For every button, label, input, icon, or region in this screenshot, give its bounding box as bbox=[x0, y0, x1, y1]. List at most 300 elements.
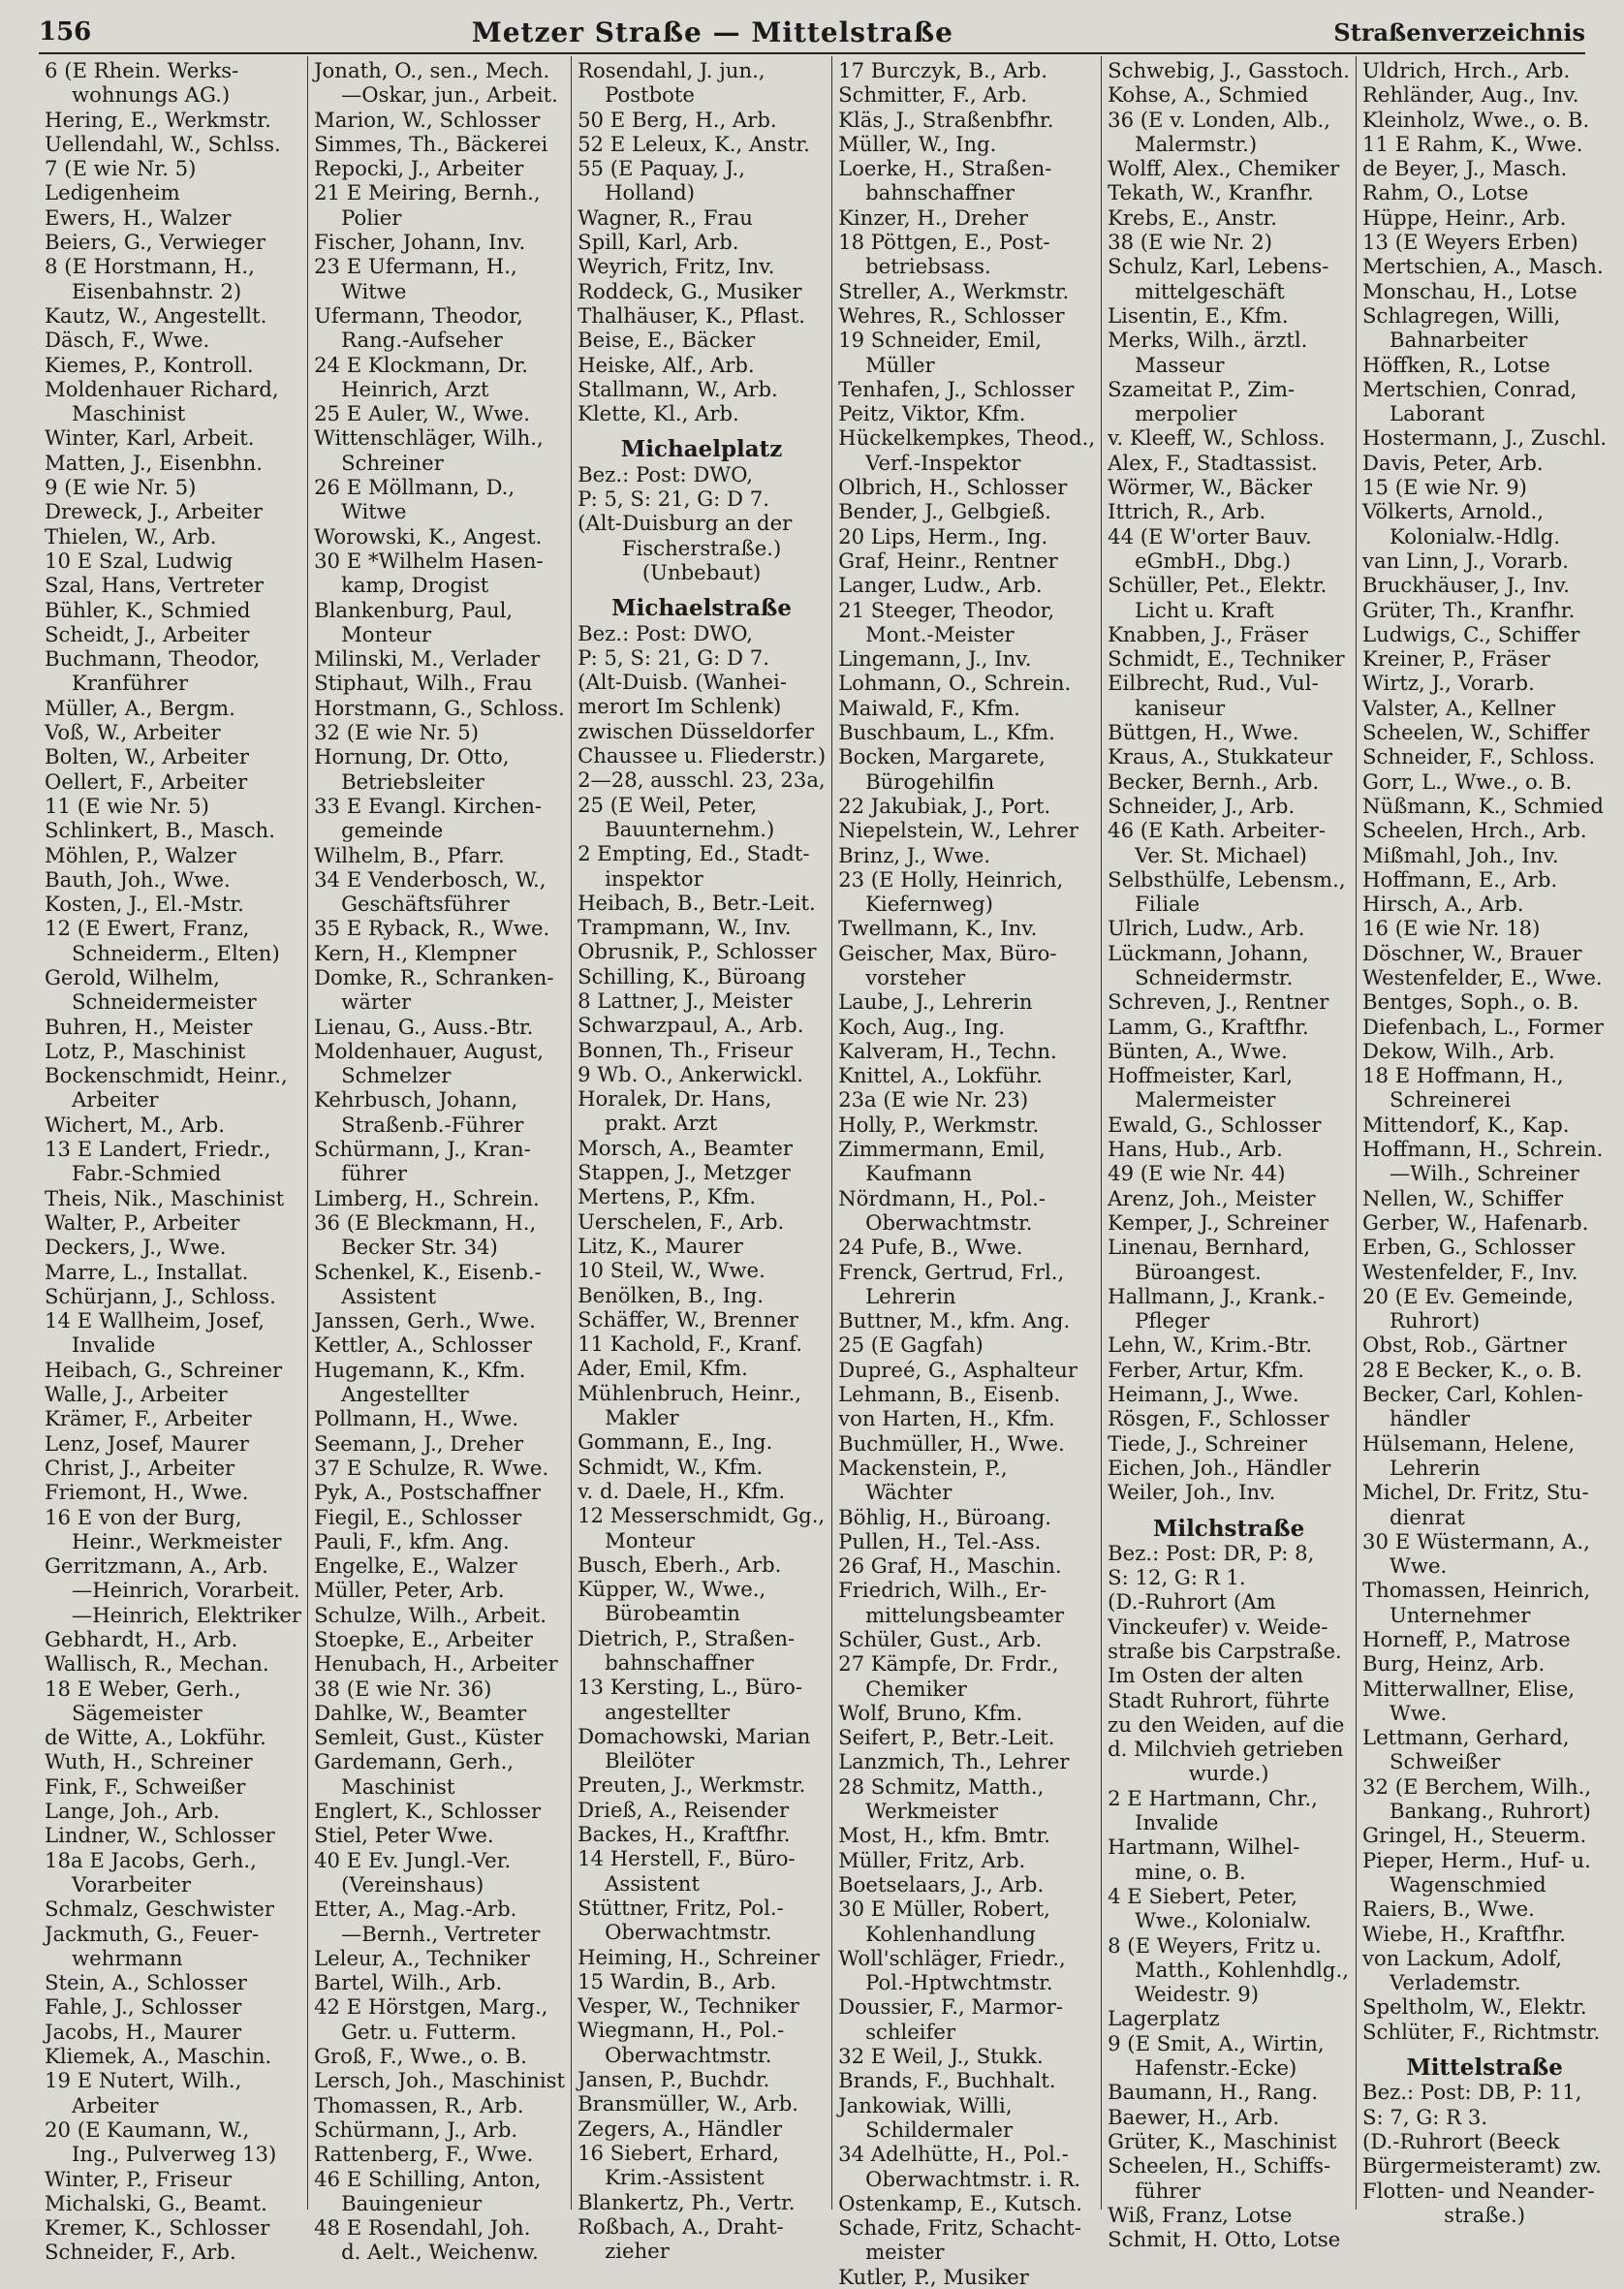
directory-line: Mißmahl, Joh., Inv. bbox=[1362, 842, 1559, 867]
directory-line: zwischen Düsseldorfer bbox=[578, 718, 815, 743]
directory-line: Theis, Nik., Maschinist bbox=[45, 1185, 285, 1210]
directory-line: Fiegil, E., Schlosser bbox=[314, 1504, 522, 1529]
directory-line: Fischer, Johann, Inv. bbox=[314, 230, 526, 255]
directory-line: v. Kleeff, W., Schloss. bbox=[1108, 425, 1326, 451]
directory-line: 13 E Landert, Friedr., bbox=[45, 1137, 271, 1162]
directory-line: Weidestr. 9) bbox=[1135, 1982, 1259, 2007]
directory-line: Monschau, H., Lotse bbox=[1362, 278, 1577, 303]
directory-line: 8 (E Weyers, Fritz u. bbox=[1108, 1932, 1322, 1958]
directory-line: Mackenstein, P., bbox=[838, 1455, 1008, 1480]
directory-line: mine, o. B. bbox=[1135, 1859, 1246, 1884]
directory-line: Heimann, J., Wwe. bbox=[1108, 1382, 1299, 1407]
directory-line: Fischerstraße.) bbox=[621, 535, 782, 560]
directory-line: Bez.: Post: DB, P: 11, bbox=[1362, 2080, 1582, 2105]
directory-line: Heiske, Alf., Arb. bbox=[578, 352, 755, 377]
directory-line: 46 E Schilling, Anton, bbox=[314, 2166, 542, 2191]
directory-line: (Vereinshaus) bbox=[341, 1871, 484, 1897]
directory-line: 12 Messerschmidt, Gg., bbox=[578, 1503, 826, 1528]
directory-line: Hering, E., Werkmstr. bbox=[45, 107, 271, 132]
directory-line: Kiefernweg) bbox=[865, 892, 993, 917]
directory-line: (Alt-Duisb. (Wanhei- bbox=[578, 670, 787, 695]
directory-line: Lehrerin bbox=[865, 1283, 956, 1308]
directory-line: Rosendahl, J. jun., bbox=[578, 58, 765, 82]
directory-line: Schmitter, F., Arb. bbox=[838, 82, 1028, 108]
directory-line: 18 E Weber, Gerh., bbox=[45, 1676, 241, 1701]
directory-line: zieher bbox=[605, 2239, 670, 2264]
directory-line: Rahm, O., Lotse bbox=[1362, 180, 1529, 205]
directory-line: Marion, W., Schlosser bbox=[314, 107, 541, 132]
directory-line: vorsteher bbox=[865, 964, 966, 989]
directory-line: Gerritzmann, A., Arb. bbox=[45, 1553, 268, 1579]
directory-line: Oberwachtmstr. i. R. bbox=[865, 2166, 1081, 2191]
directory-line: —Oskar, jun., Arbeit. bbox=[341, 82, 558, 108]
directory-line: Hoffmeister, Karl, bbox=[1108, 1063, 1294, 1088]
directory-line: 13 Kersting, L., Büro- bbox=[578, 1675, 803, 1700]
directory-line: P: 5, S: 21, G: D 7. bbox=[578, 486, 769, 512]
directory-line: Brinz, J., Wwe. bbox=[838, 842, 991, 867]
directory-line: 20 (E Ev. Gemeinde, bbox=[1362, 1283, 1574, 1308]
directory-line: 11 E Rahm, K., Wwe. bbox=[1362, 131, 1583, 156]
directory-line: Brands, F., Buchhalt. bbox=[838, 2068, 1056, 2093]
directory-line: wehrmann bbox=[72, 1945, 183, 1970]
directory-line: van Linn, J., Vorarb. bbox=[1362, 548, 1569, 573]
directory-line: Stiphaut, Wilh., Frau bbox=[314, 671, 533, 696]
directory-line: Ledigenheim bbox=[45, 180, 180, 205]
directory-line: Schüler, Gust., Arb. bbox=[838, 1627, 1043, 1651]
directory-line: Kern, H., Klempner bbox=[314, 940, 516, 965]
directory-line: schleifer bbox=[865, 2019, 956, 2044]
directory-line: Wiegmann, H., Pol.- bbox=[578, 2018, 785, 2043]
directory-line: Bolten, W., Arbeiter bbox=[45, 744, 250, 769]
directory-line: Hallmann, J., Krank.- bbox=[1108, 1283, 1326, 1308]
directory-line: Monteur bbox=[341, 621, 431, 646]
directory-line: Hartmann, Wilhel- bbox=[1108, 1834, 1300, 1860]
directory-line: Pol.-Hptwchtmstr. bbox=[865, 1970, 1053, 1995]
directory-line: Hostermann, J., Zuschl. bbox=[1362, 425, 1608, 451]
directory-line: Pullen, H., Tel.-Ass. bbox=[838, 1528, 1042, 1553]
directory-line: Wiebe, H., Kraftfhr. bbox=[1362, 1921, 1566, 1946]
directory-line: Kranführer bbox=[72, 671, 189, 696]
directory-line: Boetselaars, J., Arb. bbox=[838, 1871, 1045, 1897]
directory-line: Engelke, E., Walzer bbox=[314, 1553, 517, 1579]
directory-line: 49 (E wie Nr. 44) bbox=[1108, 1161, 1286, 1186]
directory-line: Mont.-Meister bbox=[865, 621, 1015, 646]
directory-line: 9 Wb. O., Ankerwickl. bbox=[578, 1061, 804, 1086]
directory-line: S: 12, G: R 1. bbox=[1108, 1565, 1246, 1590]
directory-line: 37 E Schulze, R. Wwe. bbox=[314, 1455, 549, 1480]
directory-line: inspektor bbox=[605, 865, 703, 891]
directory-line: Döschner, W., Brauer bbox=[1362, 940, 1582, 965]
directory-line: (Unbebaut) bbox=[641, 559, 762, 584]
directory-line: Jansen, P., Buchdr. bbox=[578, 2067, 770, 2092]
directory-line: Hückelkempkes, Theod., bbox=[838, 425, 1096, 451]
directory-line: Pauli, F., kfm. Ang. bbox=[314, 1528, 510, 1553]
directory-line: 27 Kämpfe, Dr. Frdr., bbox=[838, 1651, 1059, 1677]
directory-line: Krebs, E., Anstr. bbox=[1108, 204, 1278, 230]
directory-line: Stüttner, Fritz, Pol.- bbox=[578, 1895, 784, 1920]
directory-line: Friedrich, Wilh., Er- bbox=[838, 1578, 1047, 1603]
directory-line: Marre, L., Installat. bbox=[45, 1259, 249, 1284]
directory-line: Schlagregen, Willi, bbox=[1362, 302, 1561, 328]
directory-line: Vesper, W., Techniker bbox=[578, 1993, 799, 2019]
column-4 bbox=[832, 56, 1102, 2289]
directory-line: Bransmüller, W., Arb. bbox=[578, 2091, 799, 2117]
directory-line: Hornung, Dr. Otto, bbox=[314, 744, 510, 769]
directory-line: Sägemeister bbox=[72, 1700, 203, 1725]
directory-line: Westenfelder, E., Wwe. bbox=[1362, 964, 1603, 989]
directory-line: Holly, P., Werkmstr. bbox=[838, 1112, 1040, 1137]
page-header bbox=[39, 10, 1585, 54]
directory-line: Limberg, H., Schrein. bbox=[314, 1185, 540, 1210]
directory-line: 12 (E Ewert, Franz, bbox=[45, 916, 250, 941]
directory-line: Knittel, A., Lokführ. bbox=[838, 1063, 1043, 1088]
directory-line: Lehmann, B., Eisenb. bbox=[838, 1382, 1061, 1407]
directory-line: prakt. Arzt bbox=[605, 1111, 718, 1136]
directory-line: Arbeiter bbox=[72, 1087, 159, 1113]
directory-line: Werkmeister bbox=[865, 1799, 999, 1824]
directory-line: Ing., Pulverweg 13) bbox=[72, 2142, 277, 2167]
directory-line: 25 (E Gagfah) bbox=[838, 1333, 984, 1358]
directory-line: kamp, Drogist bbox=[341, 573, 489, 598]
directory-line: Stappen, J., Metzger bbox=[578, 1160, 791, 1185]
directory-line: Schneidermeister bbox=[72, 989, 257, 1015]
directory-line: 19 Schneider, Emil, bbox=[838, 328, 1042, 353]
directory-line: Thielen, W., Arb. bbox=[45, 523, 217, 549]
directory-line: Davis, Peter, Arb. bbox=[1362, 450, 1544, 475]
directory-line: Ostenkamp, E., Kutsch. bbox=[838, 2190, 1082, 2215]
directory-line: 2—28, ausschl. 23, 23a, bbox=[578, 768, 826, 793]
directory-line: Lotz, P., Maschinist bbox=[45, 1038, 246, 1063]
directory-line: Uellendahl, W., Schlss. bbox=[45, 131, 281, 156]
directory-line: Buchmann, Theodor, bbox=[45, 646, 261, 672]
directory-line: 13 (E Weyers Erben) bbox=[1362, 230, 1578, 255]
directory-line: Becker, Carl, Kohlen- bbox=[1362, 1382, 1583, 1407]
directory-line: Winter, Karl, Arbeit. bbox=[45, 425, 255, 451]
directory-line: Merks, Wilh., ärztl. bbox=[1108, 328, 1308, 353]
directory-line: Wallisch, R., Mechan. bbox=[45, 1651, 269, 1677]
directory-line: Heibach, B., Betr.-Leit. bbox=[578, 890, 816, 915]
directory-line: Etter, A., Mag.-Arb. bbox=[314, 1897, 517, 1922]
directory-line: Erben, G., Schlosser bbox=[1362, 1235, 1576, 1260]
directory-line: Postbote bbox=[605, 82, 695, 108]
directory-line: Gerold, Wilhelm, bbox=[45, 964, 220, 989]
directory-line: Oberwachtmstr. bbox=[865, 1209, 1033, 1235]
directory-line: Invalide bbox=[72, 1333, 156, 1358]
directory-line: Oberwachtmstr. bbox=[605, 1920, 772, 1945]
directory-line: Assistent bbox=[341, 1283, 436, 1308]
directory-line: Lettmann, Gerhard, bbox=[1362, 1725, 1570, 1750]
directory-line: 9 (E Smit, A., Wirtin, bbox=[1108, 2030, 1325, 2055]
directory-line: Schäffer, W., Brenner bbox=[578, 1306, 799, 1332]
directory-line: Ewers, H., Walzer bbox=[45, 204, 232, 230]
directory-line: Stallmann, W., Arb. bbox=[578, 376, 778, 401]
directory-line: Hafenstr.-Ecke) bbox=[1135, 2055, 1297, 2081]
directory-line: Kreiner, P., Fräser bbox=[1362, 646, 1550, 672]
directory-line: Schlinkert, B., Masch. bbox=[45, 818, 275, 843]
directory-line: Kemper, J., Schreiner bbox=[1108, 1209, 1329, 1235]
directory-line: Monteur bbox=[605, 1527, 695, 1552]
directory-line: (Alt-Duisburg an der bbox=[578, 511, 793, 536]
directory-line: Licht u. Kraft bbox=[1135, 597, 1274, 622]
directory-line: Wolff, Alex., Chemiker bbox=[1108, 156, 1340, 181]
directory-line: Maiwald, F., Kfm. bbox=[838, 695, 1020, 720]
directory-line: Schmidt, E., Techniker bbox=[1108, 646, 1345, 672]
directory-line: Simmes, Th., Bäckerei bbox=[314, 131, 548, 156]
directory-line: Wuth, H., Schreiner bbox=[45, 1749, 253, 1774]
directory-line: Chemiker bbox=[865, 1676, 967, 1701]
directory-line: führer bbox=[1135, 2178, 1202, 2203]
directory-line: Malermeister bbox=[1135, 1087, 1276, 1113]
directory-line: Walle, J., Arbeiter bbox=[45, 1382, 228, 1407]
directory-line: Valster, A., Kellner bbox=[1362, 695, 1556, 720]
directory-line: Voß, W., Arbeiter bbox=[45, 720, 221, 745]
directory-line: 4 E Siebert, Peter, bbox=[1108, 1883, 1297, 1908]
directory-line: Rattenberg, F., Wwe. bbox=[314, 2142, 534, 2167]
directory-line: Ulrich, Ludw., Arb. bbox=[1108, 916, 1305, 941]
directory-line: Kohlenhandlung bbox=[865, 1921, 1036, 1946]
directory-line: 38 (E wie Nr. 36) bbox=[314, 1676, 492, 1701]
directory-line: Fabr.-Schmied bbox=[72, 1161, 222, 1186]
directory-line: Moldenhauer, August, bbox=[314, 1038, 545, 1063]
directory-line: Müller, W., Ing. bbox=[838, 131, 997, 156]
directory-line: Jonath, O., sen., Mech. bbox=[314, 58, 550, 82]
directory-line: Rehländer, Aug., Inv. bbox=[1362, 82, 1579, 108]
directory-line: Däsch, F., Wwe. bbox=[45, 328, 210, 353]
directory-line: Scheidt, J., Arbeiter bbox=[45, 621, 250, 646]
directory-line: 16 (E wie Nr. 18) bbox=[1362, 916, 1541, 941]
directory-line: Knabben, J., Fräser bbox=[1108, 621, 1309, 646]
directory-line: Weyrich, Fritz, Inv. bbox=[578, 254, 775, 279]
directory-line: Kraus, A., Stukkateur bbox=[1108, 744, 1332, 769]
directory-line: 2 E Hartmann, Chr., bbox=[1108, 1785, 1318, 1810]
directory-line: Lückmann, Johann, bbox=[1108, 940, 1309, 965]
directory-line: händler bbox=[1390, 1406, 1470, 1431]
directory-line: Thomassen, R., Arb. bbox=[314, 2092, 524, 2117]
directory-line: (D.-Ruhrort (Am bbox=[1108, 1589, 1276, 1615]
directory-line: zu den Weiden, auf die bbox=[1108, 1711, 1345, 1737]
directory-line: Speltholm, W., Elektr. bbox=[1362, 1994, 1587, 2020]
directory-line: 7 (E wie Nr. 5) bbox=[45, 156, 197, 181]
directory-line: 11 Kachold, F., Kranf. bbox=[578, 1332, 802, 1357]
directory-line: Wehres, R., Schlosser bbox=[838, 302, 1065, 328]
directory-line: d. Milchvieh getrieben bbox=[1108, 1737, 1344, 1762]
directory-line: Ittrich, R., Arb. bbox=[1108, 499, 1266, 524]
directory-line: wärter bbox=[341, 989, 412, 1015]
directory-line: 30 E *Wilhelm Hasen- bbox=[314, 548, 544, 573]
directory-line: 32 (E Berchem, Wilh., bbox=[1362, 1773, 1592, 1799]
directory-line: 50 E Berg, H., Arb. bbox=[578, 107, 777, 132]
directory-line: Michalski, G., Beamt. bbox=[45, 2190, 267, 2215]
directory-line: Trampmann, W., Inv. bbox=[578, 915, 792, 940]
directory-line: Kleinholz, Wwe., o. B. bbox=[1362, 107, 1590, 132]
directory-line: 18a E Jacobs, Gerh., bbox=[45, 1847, 257, 1872]
directory-line: Schreinerei bbox=[1390, 1087, 1512, 1113]
directory-line: dienrat bbox=[1390, 1504, 1465, 1529]
directory-line: Kaufmann bbox=[865, 1161, 973, 1186]
directory-line: Kremer, K., Schlosser bbox=[45, 2215, 270, 2241]
directory-line: Witwe bbox=[341, 278, 407, 303]
directory-line: Oberwachtmstr. bbox=[605, 2042, 772, 2067]
directory-line: Spill, Karl, Arb. bbox=[578, 230, 739, 255]
directory-line: Verf.-Inspektor bbox=[865, 450, 1021, 475]
directory-line: Henubach, H., Arbeiter bbox=[314, 1651, 558, 1677]
directory-line: 30 E Wüstermann, A., bbox=[1362, 1528, 1590, 1553]
directory-line: Repocki, J., Arbeiter bbox=[314, 156, 524, 181]
directory-line: 32 E Weil, J., Stukk. bbox=[838, 2044, 1044, 2069]
directory-line: 28 Schmitz, Matth., bbox=[838, 1773, 1045, 1799]
directory-line: Arenz, Joh., Meister bbox=[1108, 1185, 1316, 1210]
directory-line: Lohmann, O., Schrein. bbox=[838, 671, 1072, 696]
directory-line: d. Aelt., Weichenw. bbox=[341, 2240, 539, 2265]
directory-line: wurde.) bbox=[1188, 1761, 1269, 1786]
directory-line: Lindner, W., Schlosser bbox=[45, 1823, 275, 1848]
directory-line: Leleur, A., Techniker bbox=[314, 1945, 530, 1970]
directory-line: Domachowski, Marian bbox=[578, 1723, 811, 1748]
directory-line: Baewer, H., Arb. bbox=[1108, 2104, 1280, 2129]
directory-line: de Beyer, J., Masch. bbox=[1362, 156, 1568, 181]
directory-line: Wagner, R., Frau bbox=[578, 204, 753, 230]
directory-line: Bürgermeisteramt) zw. bbox=[1362, 2153, 1602, 2179]
directory-line: Obrusnik, P., Schlosser bbox=[578, 939, 817, 964]
directory-line: Schneidermstr. bbox=[1135, 964, 1294, 989]
column-2 bbox=[308, 56, 572, 2265]
directory-line: Im Osten der alten bbox=[1108, 1663, 1304, 1688]
directory-line: Obst, Rob., Gärtner bbox=[1362, 1333, 1567, 1358]
directory-line: Bauth, Joh., Wwe. bbox=[45, 866, 231, 892]
directory-line: führer bbox=[341, 1161, 407, 1186]
directory-line: Bruckhäuser, J., Inv. bbox=[1362, 573, 1570, 598]
directory-line: Seifert, P., Betr.-Leit. bbox=[838, 1725, 1055, 1750]
directory-line: Ver. St. Michael) bbox=[1135, 842, 1307, 867]
directory-line: Schildermaler bbox=[865, 2117, 1014, 2142]
directory-line: Bürobeamtin bbox=[605, 1601, 740, 1626]
directory-line: Linenau, Bernhard, bbox=[1108, 1235, 1311, 1260]
directory-line: Weiler, Joh., Inv. bbox=[1108, 1480, 1276, 1505]
directory-line: Müller, Fritz, Arb. bbox=[838, 1847, 1026, 1872]
directory-line: gemeinde bbox=[341, 818, 444, 843]
directory-line: Müller bbox=[865, 352, 935, 377]
directory-line: Hoffmann, H., Schrein. bbox=[1362, 1137, 1604, 1162]
directory-line: Holland) bbox=[605, 180, 695, 205]
directory-line: Scheelen, Hrch., Arb. bbox=[1362, 818, 1587, 843]
directory-line: Geischer, Max, Büro- bbox=[838, 940, 1057, 965]
directory-line: P: 5, S: 21, G: D 7. bbox=[578, 644, 769, 670]
directory-line: Kalveram, H., Techn. bbox=[838, 1038, 1057, 1063]
directory-line: Schmelzer bbox=[341, 1063, 452, 1088]
directory-line: Schade, Fritz, Schacht- bbox=[838, 2215, 1081, 2241]
directory-line: Unternehmer bbox=[1390, 1602, 1531, 1627]
directory-line: Mertschien, A., Masch. bbox=[1362, 254, 1604, 279]
directory-line: Makler bbox=[605, 1405, 679, 1430]
directory-line: Dupreé, G., Asphalteur bbox=[838, 1357, 1077, 1382]
directory-line: Stein, A., Schlosser bbox=[45, 1970, 247, 1995]
directory-line: Beiers, G., Verwieger bbox=[45, 230, 265, 255]
directory-line: Domke, R., Schranken- bbox=[314, 964, 554, 989]
directory-line: Wolf, Bruno, Kfm. bbox=[838, 1700, 1023, 1725]
directory-line: Verlademstr. bbox=[1390, 1970, 1521, 1995]
directory-line: Mittendorf, K., Kap. bbox=[1362, 1112, 1570, 1137]
directory-line: Buchmüller, H., Wwe. bbox=[838, 1430, 1065, 1456]
directory-line: Uldrich, Hrch., Arb. bbox=[1362, 58, 1571, 82]
directory-line: Eisenbahnstr. 2) bbox=[72, 278, 242, 303]
directory-line: —Heinrich, Vorarbeit. bbox=[72, 1578, 300, 1603]
directory-line: Kautz, W., Angestellt. bbox=[45, 302, 267, 328]
directory-line: Frenck, Gertrud, Frl., bbox=[838, 1259, 1065, 1284]
directory-line: Matth., Kohlenhdlg., bbox=[1135, 1957, 1349, 1982]
directory-line: Kohse, A., Schmied bbox=[1108, 82, 1309, 108]
directory-line: Michel, Dr. Fritz, Stu- bbox=[1362, 1480, 1589, 1505]
directory-line: 10 Steil, W., Wwe. bbox=[578, 1258, 765, 1283]
directory-line: Graf, Heinr., Rentner bbox=[838, 548, 1058, 573]
directory-line: Höffken, R., Lotse bbox=[1362, 352, 1550, 377]
directory-line: Streller, A., Werkmstr. bbox=[838, 278, 1070, 303]
directory-line: Schulze, Wilh., Arbeit. bbox=[314, 1602, 547, 1627]
column-5 bbox=[1102, 56, 1357, 2252]
directory-line: Matten, J., Eisenbhn. bbox=[45, 450, 263, 475]
directory-line: Horalek, Dr. Hans, bbox=[578, 1086, 772, 1112]
directory-line: Loerke, H., Straßen- bbox=[838, 156, 1052, 181]
directory-line: Heinr., Werkmeister bbox=[72, 1528, 282, 1553]
directory-line: S: 7, G: R 3. bbox=[1362, 2104, 1488, 2129]
directory-line: Schüller, Pet., Elektr. bbox=[1108, 573, 1327, 598]
directory-line: Schneider, F., Schloss. bbox=[1362, 744, 1596, 769]
directory-line: Wilhelm, B., Pfarr. bbox=[314, 842, 505, 867]
directory-line: bahnschaffner bbox=[865, 180, 1015, 205]
directory-line: Milinski, M., Verlader bbox=[314, 646, 541, 672]
directory-line: Mitterwallner, Elise, bbox=[1362, 1676, 1576, 1701]
directory-line: Scheelen, H., Schiffs- bbox=[1108, 2153, 1331, 2179]
directory-line: Kettler, A., Schlosser bbox=[314, 1333, 532, 1358]
directory-line: Thalhäuser, K., Pflast. bbox=[578, 302, 806, 328]
directory-line: Most, H., kfm. Bmtr. bbox=[838, 1823, 1051, 1848]
directory-line: Lehn, W., Krim.-Btr. bbox=[1108, 1333, 1313, 1358]
directory-line: straße bis Carpstraße. bbox=[1108, 1639, 1342, 1663]
directory-line: Raiers, B., Wwe. bbox=[1362, 1897, 1535, 1922]
directory-line: Schilling, K., Büroang bbox=[578, 963, 806, 988]
directory-line: Bahnarbeiter bbox=[1390, 328, 1528, 353]
directory-line: Gorr, L., Wwe., o. B. bbox=[1362, 768, 1573, 794]
directory-line: 40 E Ev. Jungl.-Ver. bbox=[314, 1847, 512, 1872]
directory-line: Stoepke, E., Arbeiter bbox=[314, 1627, 533, 1651]
directory-line: 15 (E wie Nr. 9) bbox=[1362, 475, 1527, 500]
directory-line: Gebhardt, H., Arb. bbox=[45, 1627, 238, 1651]
directory-line: Lenz, Josef, Maurer bbox=[45, 1430, 249, 1456]
directory-line: Lagerplatz bbox=[1108, 2006, 1220, 2031]
directory-line: Wichert, M., Arb. bbox=[45, 1112, 225, 1137]
column-3 bbox=[572, 56, 832, 2264]
directory-line: Mühlenbruch, Heinr., bbox=[578, 1380, 802, 1405]
directory-line: Benölken, B., Ing. bbox=[578, 1282, 764, 1307]
directory-line: Nellen, W., Schiffer bbox=[1362, 1185, 1564, 1210]
directory-line: Hirsch, A., Arb. bbox=[1362, 892, 1524, 917]
directory-line: Zegers, A., Händler bbox=[578, 2116, 783, 2141]
directory-line: Drieß, A., Reisender bbox=[578, 1797, 790, 1822]
directory-line: Thomassen, Heinrich, bbox=[1362, 1578, 1591, 1603]
directory-line: Vinckeufer) v. Weide- bbox=[1108, 1614, 1328, 1639]
directory-line: Pfleger bbox=[1135, 1308, 1210, 1333]
directory-line: Büroangest. bbox=[1135, 1259, 1262, 1284]
directory-line: de Witte, A., Lokführ. bbox=[45, 1725, 266, 1750]
directory-line: Morsch, A., Beamter bbox=[578, 1135, 794, 1160]
directory-line: Becker Str. 34) bbox=[341, 1235, 498, 1260]
directory-line: Kosten, J., El.-Mstr. bbox=[45, 892, 244, 917]
directory-line: Beise, E., Bäcker bbox=[578, 328, 756, 353]
directory-line: Möhlen, P., Walzer bbox=[45, 842, 236, 867]
directory-line: 52 E Leleux, K., Anstr. bbox=[578, 131, 810, 156]
directory-line: Westenfelder, F., Inv. bbox=[1362, 1259, 1578, 1284]
directory-line: Betriebsleiter bbox=[341, 768, 484, 794]
directory-line: Diefenbach, L., Former bbox=[1362, 1014, 1605, 1039]
